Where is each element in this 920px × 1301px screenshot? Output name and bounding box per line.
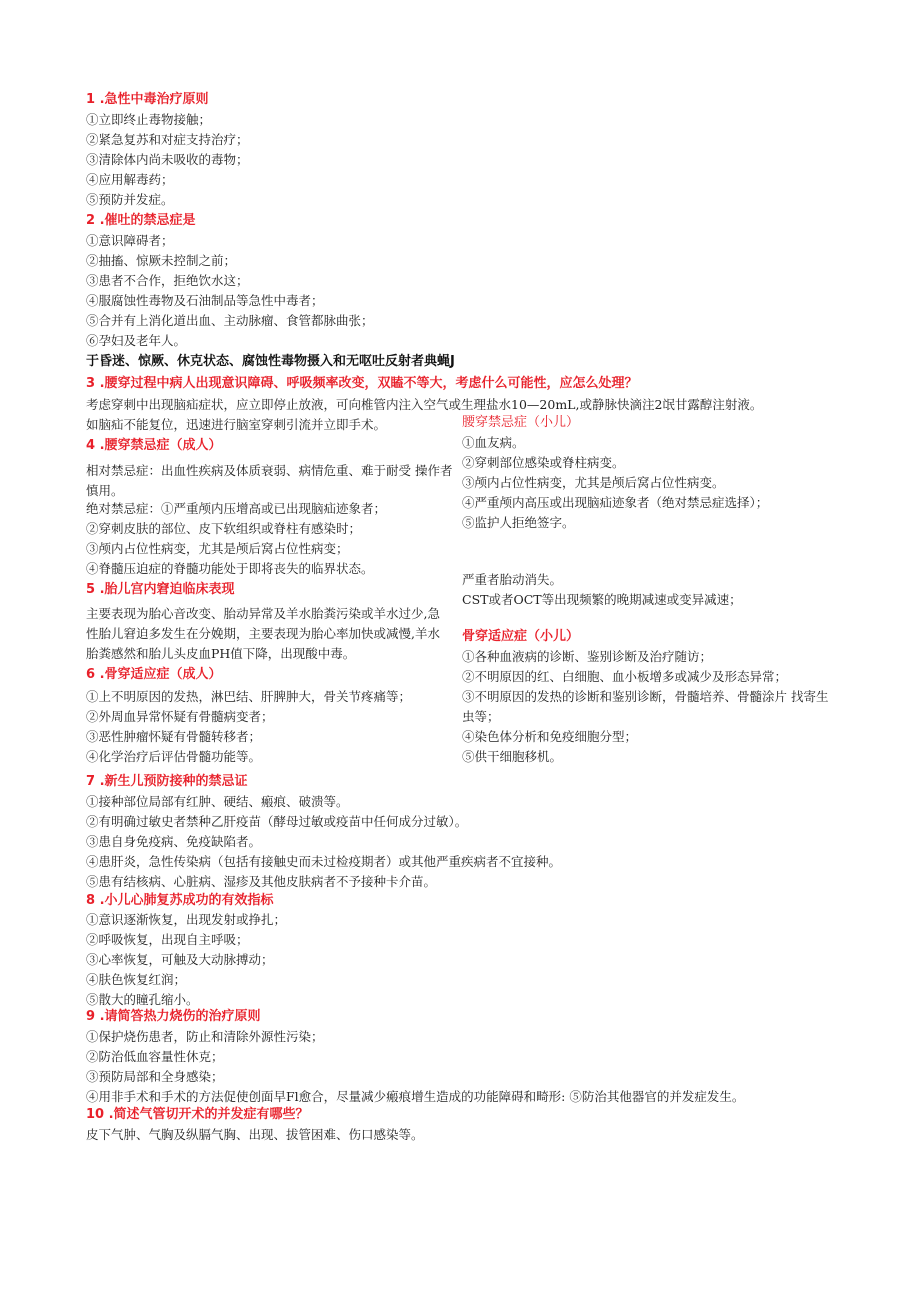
list-item: ②呼吸恢复，出现自主呼吸； xyxy=(86,932,249,947)
section-2-bold-note: 于昏迷、惊厥、休克状态、腐蚀性毒物摄入和无呕吐反射者典蝇J xyxy=(86,354,455,369)
list-item: ④用非手术和手术的方法促使创面早Fl愈合，尽量减少瘢痕增生造成的功能障碍和畸形: ⑤防治其他器官的并发症发生。 xyxy=(86,1089,745,1104)
section-5-title: 5 .胎儿宫内窘迫临床表现 xyxy=(86,582,235,597)
section-7-title: 7 .新生儿预防接种的禁忌证 xyxy=(86,774,248,789)
section-10-title: 10 .简述气管切开术的并发症有哪些？ xyxy=(86,1107,309,1122)
list-item: ③患自身免疫病、免疫缺陷者。 xyxy=(86,834,262,849)
section-4b-title: 腰穿禁忌症（小儿） xyxy=(462,415,580,430)
list-item: ③患者不合作，拒绝饮水这； xyxy=(86,273,249,288)
list-item: 绝对禁忌症：①严重颅内压增高或已出现脑疝迹象者； xyxy=(86,501,387,516)
section-2-list xyxy=(86,231,374,351)
section-5-right-line-2: CST或者OCT等出现频繁的晚期减速或变异减速； xyxy=(462,592,742,607)
section-9-list xyxy=(86,1027,744,1107)
section-4-title: 4 .腰穿禁忌症（成人） xyxy=(86,438,222,453)
list-item: ①血友病。 xyxy=(462,435,525,450)
list-item: ①各种血液病的诊断、鉴别诊断及治疗随访； xyxy=(462,649,713,664)
section-6b-list xyxy=(462,647,832,767)
list-item: ⑤预防并发症。 xyxy=(86,192,174,207)
list-item: ③不明原因的发热的诊断和鉴别诊断，骨髓培养、骨髓涂片 找寄生虫等； xyxy=(462,689,829,724)
list-item: ⑤供干细胞移机。 xyxy=(462,749,563,764)
section-3-line-2: 如脑疝不能复位，迅速进行脑室穿刺引流并立即手术。 xyxy=(86,417,387,432)
section-3-line-1: 考虑穿刺中出现脑疝症状，应立即停止放液，可向椎管内注入空气或生理盐水10—20mL,或静脉快滴注2氓甘露醇注射液。 xyxy=(86,397,763,412)
section-7-list xyxy=(86,792,561,892)
list-item: ③心率恢复，可触及大动脉搏动； xyxy=(86,952,274,967)
section-8-title: 8 .小儿心肺复苏成功的有效指标 xyxy=(86,893,274,908)
list-item: ③清除体内尚未吸收的毒物； xyxy=(86,152,249,167)
list-item: ①接种部位局部有红肿、硬结、瘢痕、破溃等。 xyxy=(86,794,349,809)
list-item: ②外周血异常怀疑有骨髓病变者； xyxy=(86,709,274,724)
list-item: ②有明确过敏史者禁种乙肝疫苗（酵母过敏或疫苗中任何成分过敏）。 xyxy=(86,814,468,829)
section-4-relative-contraindication: 相对禁忌症：出血性疾病及体质衰弱、病情危重、难于耐受 操作者慎用。 xyxy=(86,463,453,498)
section-4-list xyxy=(86,499,386,579)
section-1-list xyxy=(86,110,249,210)
section-6-title: 6 .骨穿适应症（成人） xyxy=(86,667,222,682)
list-item: ②穿刺部位感染或脊柱病变。 xyxy=(462,455,625,470)
section-6b-title: 骨穿适应症（小儿） xyxy=(462,629,580,644)
list-item: ③恶性肿瘤怀疑有骨髓转移者； xyxy=(86,729,262,744)
list-item: ⑤患有结核病、心脏病、湿疹及其他皮肤病者不予接种卡介苗。 xyxy=(86,874,437,889)
list-item: ②抽搐、惊厥未控制之前； xyxy=(86,253,237,268)
section-5-body: 主要表现为胎心音改变、胎动异常及羊水胎粪污染或羊水过少,急性胎儿窘迫多发生在分娩期，主要表现为胎心率加快或减慢,羊水胎粪感然和胎儿头皮血PH值下降，出现酸中毒。 xyxy=(86,606,440,661)
list-item: ⑤合并有上消化道出血、主动脉瘤、食管都脉曲张； xyxy=(86,313,374,328)
list-item: ①立即终止毒物接触； xyxy=(86,112,212,127)
list-item: ④严重颅内高压或出现脑疝迹象者（绝对禁忌症选择）； xyxy=(462,495,769,510)
list-item: ①保护烧伤患者，防止和清除外源性污染； xyxy=(86,1029,324,1044)
list-item: ④脊髓压迫症的脊髓功能处于即将丧失的临界状态。 xyxy=(86,561,374,576)
section-5-right-line-1: 严重者胎动消失。 xyxy=(462,572,563,587)
list-item: ①意识逐渐恢复，出现发射或挣扎； xyxy=(86,912,287,927)
list-item: ①上不明原因的发热，淋巴结、肝脾肿大，骨关节疼痛等； xyxy=(86,689,412,704)
list-item: ④染色体分析和免疫细胞分型； xyxy=(462,729,638,744)
section-8-list xyxy=(86,910,286,1010)
list-item: ④患肝炎，急性传染病（包括有接触史而未过检疫期者）或其他严重疾病者不宜接种。 xyxy=(86,854,562,869)
section-4b-list xyxy=(462,433,768,533)
section-1-title: 1 .急性中毒治疗原则 xyxy=(86,92,209,107)
section-3-title: 3 .腰穿过程中病人出现意识障碍、呼吸频率改变，双瞌不等大，考虑什么可能性，应怎么处理？ xyxy=(86,376,638,391)
list-item: ②防治低血容量性休克； xyxy=(86,1049,224,1064)
list-item: ③颅内占位性病变，尤其是颅后窝占位性病变； xyxy=(86,541,349,556)
list-item: ④化学治疗后评估骨髓功能等。 xyxy=(86,749,262,764)
section-9-title: 9 .请简答热力烧伤的治疗原则 xyxy=(86,1009,261,1024)
list-item: ⑥孕妇及老年人。 xyxy=(86,333,187,348)
list-item: ③颅内占位性病变，尤其是颅后窝占位性病变。 xyxy=(462,475,725,490)
list-item: ③预防局部和全身感染； xyxy=(86,1069,224,1084)
section-2-title: 2 .催吐的禁忌症是 xyxy=(86,213,196,228)
list-item: ①意识障碍者； xyxy=(86,233,174,248)
section-10-body: 皮下气肿、气胸及纵膈气胸、出现、拔管困难、伤口感染等。 xyxy=(86,1127,424,1142)
list-item: ④应用解毒药； xyxy=(86,172,174,187)
list-item: ②不明原因的红、白细胞、血小板增多或减少及形态异常； xyxy=(462,669,788,684)
list-item: ④服腐蚀性毒物及石油制品等急性中毒者； xyxy=(86,293,324,308)
section-6-list xyxy=(86,687,411,767)
list-item: ⑤散大的瞳孔缩小。 xyxy=(86,992,199,1007)
list-item: ⑤监护人拒绝签字。 xyxy=(462,515,575,530)
list-item: ②穿刺皮肤的部位、皮下软组织或脊柱有感染时； xyxy=(86,521,362,536)
list-item: ②紧急复苏和对症支持治疗； xyxy=(86,132,249,147)
list-item: ④肤色恢复红润； xyxy=(86,972,187,987)
